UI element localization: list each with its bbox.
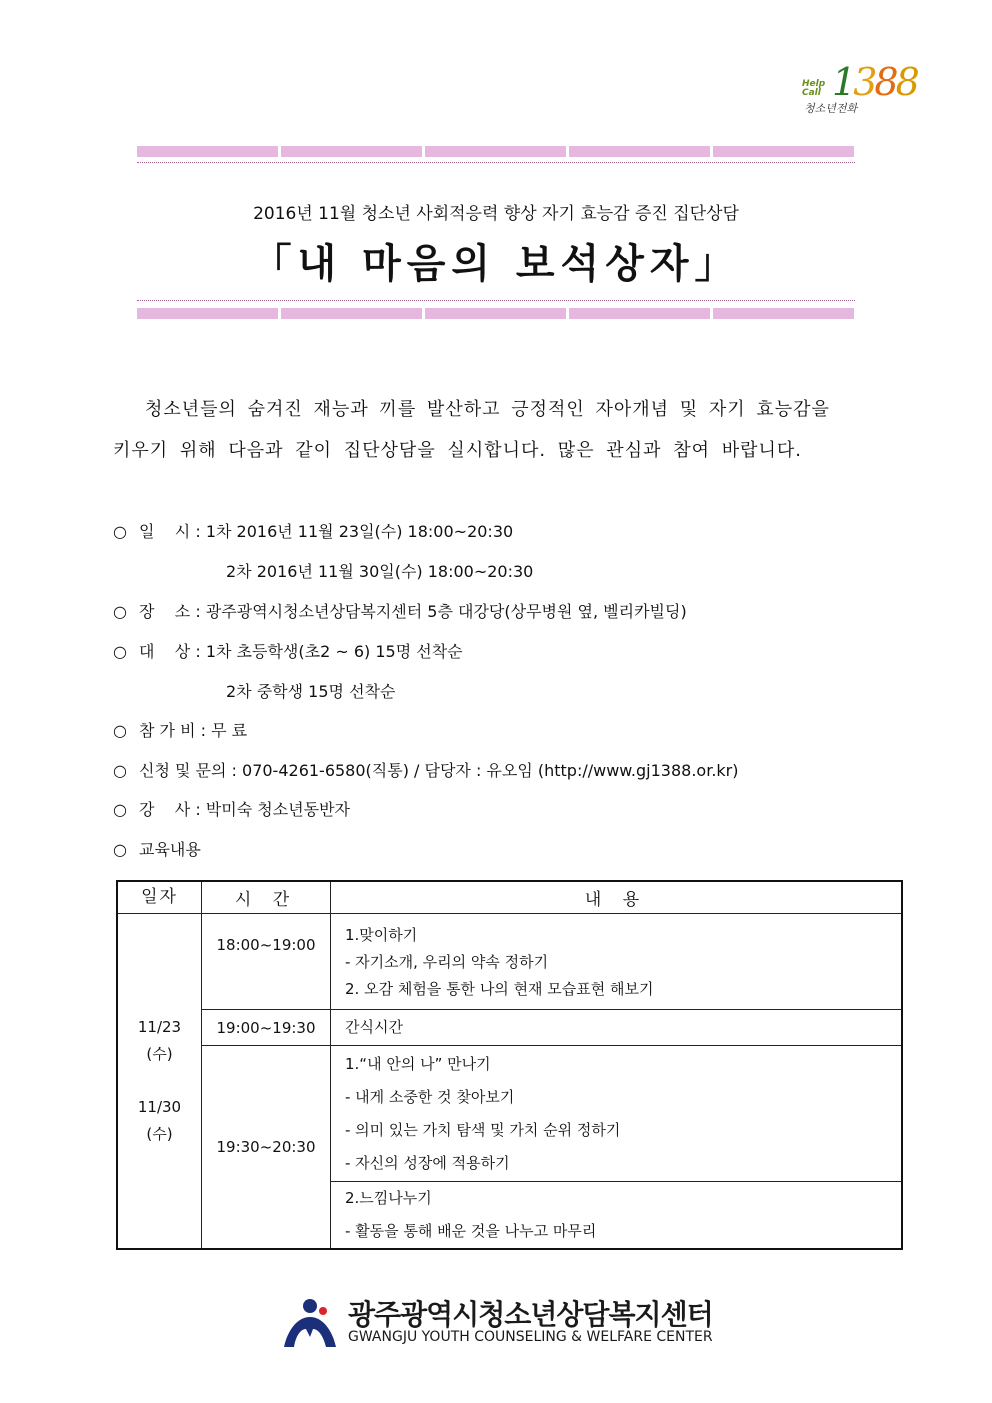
program-subtitle: 2016년 11월 청소년 사회적응력 향상 자기 효능감 증진 집단상담 — [253, 204, 739, 224]
help-call-text: Help Call — [802, 79, 826, 98]
content-cell: 1.맞이하기 - 자기소개, 우리의 약속 정하기 2. 오감 체험을 통한 나의 현재 모습표현 해보기 — [331, 914, 903, 1010]
logo-subtitle: 청소년전화 — [804, 102, 858, 115]
info-contact: ○ 신청 및 문의 : 070-4261-6580(직통) / 담당자 : 유오임 (http://www.gj1388.or.kr) — [113, 761, 739, 780]
intro-line-2: 키우기 위해 다음과 같이 집단상담을 실시합니다. 많은 관심과 참여 바랍니다. — [113, 440, 802, 461]
time-cell: 19:00~19:30 — [202, 1010, 331, 1046]
info-target-2: 2차 중학생 15명 선착순 — [226, 682, 396, 701]
info-content-label: ○ 교육내용 — [113, 840, 201, 859]
info-target: ○ 대 상 : 1차 초등학생(초2 ~ 6) 15명 선착순 — [113, 642, 463, 661]
header-time: 시 간 — [202, 881, 331, 914]
content-cell: 간식시간 — [331, 1010, 903, 1046]
content-cell: 1.“내 안의 나” 만나기 - 내게 소중한 것 찾아보기 - 의미 있는 가치 탐색 및 가치 순위 정하기 - 자신의 성장에 적용하기 — [331, 1046, 903, 1182]
contact-link[interactable]: 070-4261-6580(직통) / 담당자 : 유오임 (http://www.gj1388.or.kr) — [242, 761, 739, 780]
info-schedule: ○ 일 시 : 1차 2016년 11월 23일(수) 18:00~20:30 — [113, 522, 514, 541]
date-spacer — [118, 1068, 201, 1094]
org-name-korean: 광주광역시청소년상담복지센터 — [348, 1298, 713, 1331]
table-row — [117, 1046, 902, 1182]
time-cell: 19:30~20:30 — [202, 1046, 331, 1250]
program-title: 「내 마음의 보석상자」 — [251, 241, 741, 287]
schedule-table — [116, 880, 903, 1250]
table-header-row — [117, 881, 902, 914]
org-name-english: GWANGJU YOUTH COUNSELING & WELFARE CENTER — [348, 1329, 713, 1345]
org-logo — [282, 1293, 722, 1353]
info-place: ○ 장 소 : 광주광역시청소년상담복지센터 5층 대강당(상무병원 옆, 벨리카빌딩) — [113, 602, 687, 621]
header-date: 일자 — [117, 881, 202, 914]
header-content: 내 용 — [331, 881, 903, 914]
helpcall-1388-logo — [802, 60, 917, 120]
table-row — [117, 914, 902, 1010]
content-cell: 2.느낌나누기 - 활동을 통해 배운 것을 나누고 마무리 — [331, 1182, 903, 1250]
info-fee: ○ 참 가 비 : 무 료 — [113, 721, 248, 740]
time-cell: 18:00~19:00 — [202, 914, 331, 1010]
top-dotted-line — [137, 162, 855, 163]
table-row — [117, 1010, 902, 1046]
info-instructor: ○ 강 사 : 박미숙 청소년동반자 — [113, 800, 351, 819]
top-band — [137, 146, 855, 157]
date-cell: 11/23 (수) 11/30 (수) — [117, 914, 202, 1250]
intro-line-1: 청소년들의 숨겨진 재능과 끼를 발산하고 긍정적인 자아개념 및 자기 효능감을 — [145, 399, 830, 420]
bottom-band — [137, 308, 855, 319]
info-schedule-2: 2차 2016년 11월 30일(수) 18:00~20:30 — [226, 562, 534, 581]
logo-number: 1388 — [832, 60, 917, 104]
bottom-dotted-line — [137, 300, 855, 301]
org-emblem-icon — [282, 1297, 338, 1349]
